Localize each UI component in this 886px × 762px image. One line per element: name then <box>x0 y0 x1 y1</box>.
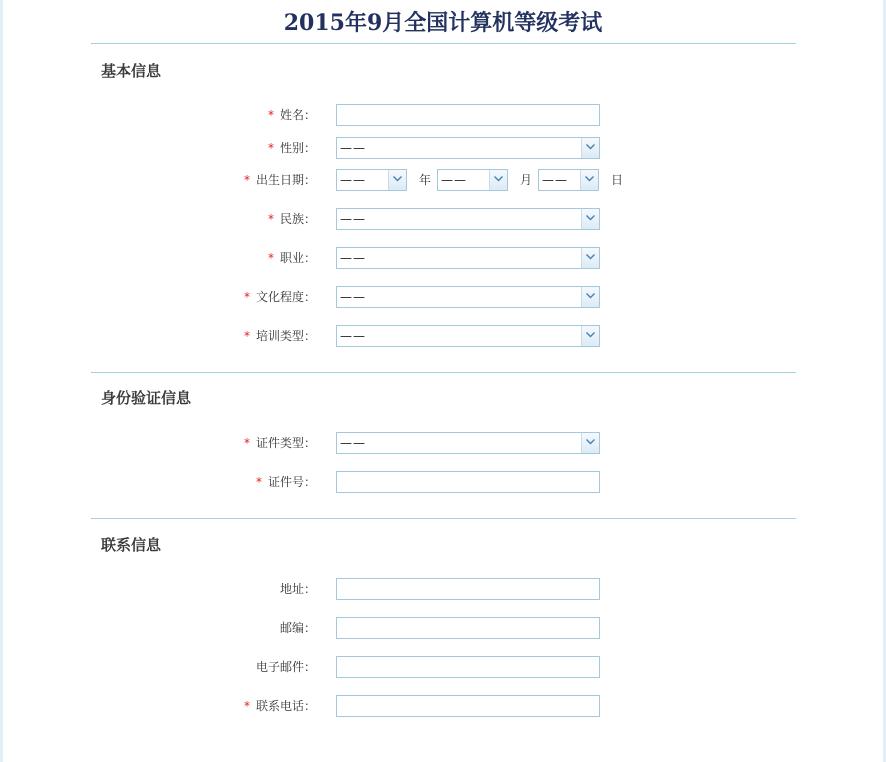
id-type-label <box>244 432 316 454</box>
id-type-select[interactable] <box>336 432 600 454</box>
required-mark: * <box>243 699 250 713</box>
education-label <box>244 286 316 308</box>
id-type-label-text: 证件类型： <box>255 436 316 450</box>
training-select-value: —— <box>340 329 366 343</box>
section-divider <box>91 372 796 373</box>
occupation-select[interactable] <box>336 247 600 269</box>
required-mark: * <box>243 329 250 343</box>
occupation-label <box>268 247 316 269</box>
title-divider <box>91 43 796 44</box>
chevron-down-icon[interactable] <box>581 326 599 346</box>
training-label <box>244 325 316 347</box>
required-mark: * <box>267 141 274 155</box>
education-label-text: 文化程度： <box>255 290 316 304</box>
birthdate-label <box>244 169 316 191</box>
ethnicity-select-value: —— <box>340 212 366 226</box>
gender-select[interactable] <box>336 137 600 159</box>
contact-section-title: 联系信息 <box>101 536 162 554</box>
required-mark: * <box>243 290 250 304</box>
section-divider <box>91 518 796 519</box>
required-mark: * <box>255 475 262 489</box>
email-input[interactable] <box>336 656 600 678</box>
occupation-select-value: —— <box>340 251 366 265</box>
postcode-input[interactable] <box>336 617 600 639</box>
id-number-input[interactable] <box>336 471 600 493</box>
birth-month-select[interactable] <box>437 169 508 191</box>
required-mark: * <box>267 108 274 122</box>
training-select[interactable] <box>336 325 600 347</box>
name-label <box>268 104 316 126</box>
ethnicity-label <box>268 208 316 230</box>
chevron-down-icon[interactable] <box>388 170 406 190</box>
chevron-down-icon[interactable] <box>581 287 599 307</box>
basic-section-title: 基本信息 <box>101 62 162 80</box>
page-title: 2015年9月全国计算机等级考试 <box>283 10 603 36</box>
name-label-text: 姓名： <box>279 108 316 122</box>
ethnicity-select[interactable] <box>336 208 600 230</box>
address-input[interactable] <box>336 578 600 600</box>
required-mark: * <box>267 251 274 265</box>
id-number-label <box>256 471 316 493</box>
chevron-down-icon[interactable] <box>581 248 599 268</box>
chevron-down-icon[interactable] <box>581 209 599 229</box>
chevron-down-icon[interactable] <box>581 138 599 158</box>
chevron-down-icon[interactable] <box>581 433 599 453</box>
year-unit: 年 <box>419 173 432 187</box>
id-type-select-value: —— <box>340 436 366 450</box>
left-edge <box>0 0 3 762</box>
birth-day-select[interactable] <box>538 169 599 191</box>
email-label: 电子邮件： <box>255 660 316 674</box>
phone-label <box>244 695 316 717</box>
postcode-label: 邮编： <box>279 621 316 635</box>
gender-select-value: —— <box>340 141 366 155</box>
education-select[interactable] <box>336 286 600 308</box>
birth-year-select[interactable] <box>336 169 407 191</box>
birth-month-value: —— <box>441 173 467 187</box>
identity-section-title: 身份验证信息 <box>101 389 192 407</box>
month-unit: 月 <box>520 173 533 187</box>
birth-year-value: —— <box>340 173 366 187</box>
occupation-label-text: 职业： <box>279 251 316 265</box>
ethnicity-label-text: 民族： <box>279 212 316 226</box>
day-unit: 日 <box>611 173 624 187</box>
training-label-text: 培训类型： <box>255 329 316 343</box>
required-mark: * <box>267 212 274 226</box>
birthdate-label-text: 出生日期： <box>255 173 316 187</box>
chevron-down-icon[interactable] <box>580 170 598 190</box>
id-number-label-text: 证件号： <box>267 475 316 489</box>
chevron-down-icon[interactable] <box>489 170 507 190</box>
education-select-value: —— <box>340 290 366 304</box>
phone-input[interactable] <box>336 695 600 717</box>
gender-label <box>268 137 316 159</box>
birth-day-value: —— <box>542 173 568 187</box>
phone-label-text: 联系电话： <box>255 699 316 713</box>
name-input[interactable] <box>336 104 600 126</box>
required-mark: * <box>243 436 250 450</box>
gender-label-text: 性别： <box>279 141 316 155</box>
address-label: 地址： <box>279 582 316 596</box>
required-mark: * <box>243 173 250 187</box>
